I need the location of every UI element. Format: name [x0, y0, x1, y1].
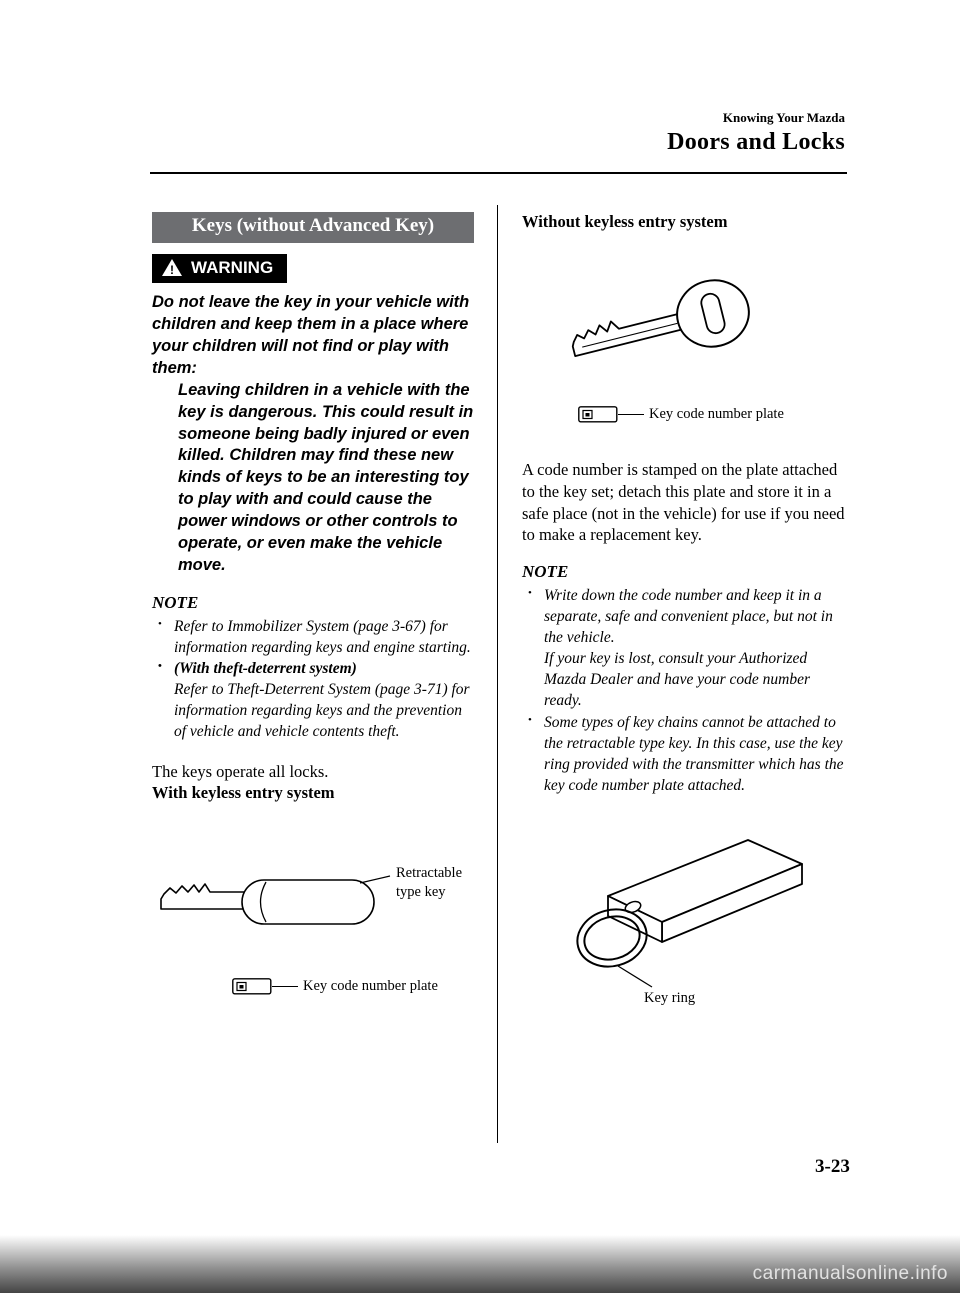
transmitter-key-ring-icon — [530, 830, 840, 1004]
subheading-without-keyless: Without keyless entry system — [522, 212, 728, 231]
section-title-box: Keys (without Advanced Key) — [152, 212, 474, 243]
svg-text:!: ! — [170, 263, 174, 278]
warning-box — [152, 254, 287, 283]
key-code-plate-icon — [232, 978, 272, 995]
note-item-text: Refer to Theft-Deterrent System (page 3-71) for information regarding keys and the prevention of vehicle and vehicle contents theft. — [174, 681, 470, 741]
bullet-icon: • — [158, 660, 162, 673]
note-list — [152, 616, 474, 742]
retractable-key-icon — [154, 866, 392, 940]
warning-intro-text: Do not leave the key in your vehicle with children and keep them in a place where your children will not find or play with them: — [152, 292, 470, 377]
retractable-key-label: Retractable type key — [396, 865, 463, 900]
right-column — [522, 212, 847, 1016]
note-item-text: Write down the code number and keep it in a separate, safe and convenient place, but not in the vehicle. — [544, 587, 833, 647]
note-item — [152, 616, 474, 658]
note-item-text: Some types of key chains cannot be attached to the retractable type key. In this case, use the key ring provided with the transmitter which has the key code number plate attached. — [544, 713, 844, 794]
key-code-plate-figure — [578, 406, 847, 423]
warning-body-text: Leaving children in a vehicle with the key is dangerous. This could result in someone being badly injured or even killed. Children may find these new kinds of keys to be an interesting toy to play with and could cause the power windows or other controls to operate, or even make the vehicle move. — [178, 380, 474, 575]
bullet-icon: • — [158, 618, 162, 631]
body-paragraph: The keys operate all locks. — [152, 761, 329, 781]
warning-label: WARNING — [191, 257, 274, 277]
pointer-line — [272, 986, 298, 987]
note-item — [152, 658, 474, 679]
standard-key-icon — [558, 276, 768, 382]
key-code-plate-icon — [578, 406, 618, 423]
note-item — [152, 679, 474, 742]
bullet-icon: • — [528, 713, 532, 726]
chapter-title: Doors and Locks — [667, 129, 845, 155]
pointer-line — [618, 414, 644, 415]
note-item-text: (With theft-deterrent system) — [174, 660, 357, 678]
warning-triangle-icon — [161, 258, 183, 277]
note-heading: NOTE — [152, 593, 199, 613]
note-item-text: Refer to Immobilizer System (page 3-67) for information regarding keys and engine starting. — [174, 618, 471, 657]
note-item — [522, 648, 847, 711]
section-eyebrow: Knowing Your Mazda — [722, 110, 845, 125]
page-header — [667, 110, 845, 156]
standard-key-figure — [522, 276, 847, 384]
code-number-paragraph: A code number is stamped on the plate attached to the key set; detach this plate and store it in a safe place (not in the vehicle) for use if you need to make a replacement key. — [522, 460, 845, 545]
note-item — [522, 585, 847, 648]
watermark-band — [0, 1235, 960, 1293]
watermark-text: carmanualsonline.info — [752, 1263, 948, 1284]
left-column — [152, 212, 474, 995]
key-code-plate-figure — [232, 978, 474, 995]
note-item-text: If your key is lost, consult your Authorized Mazda Dealer and have your code number ready. — [544, 650, 811, 710]
subheading-keyless: With keyless entry system — [152, 783, 335, 803]
bullet-icon: • — [528, 587, 532, 600]
header-rule — [150, 172, 847, 174]
note-item — [522, 712, 847, 796]
note-list — [522, 585, 847, 796]
transmitter-figure — [522, 830, 847, 1016]
column-divider — [497, 205, 498, 1143]
note-heading: NOTE — [522, 562, 569, 582]
key-code-plate-label: Key code number plate — [303, 978, 438, 995]
key-ring-label: Key ring — [644, 989, 696, 1006]
retractable-key-figure — [152, 860, 474, 948]
key-code-plate-label: Key code number plate — [649, 406, 784, 422]
page-number: 3-23 — [815, 1156, 850, 1177]
